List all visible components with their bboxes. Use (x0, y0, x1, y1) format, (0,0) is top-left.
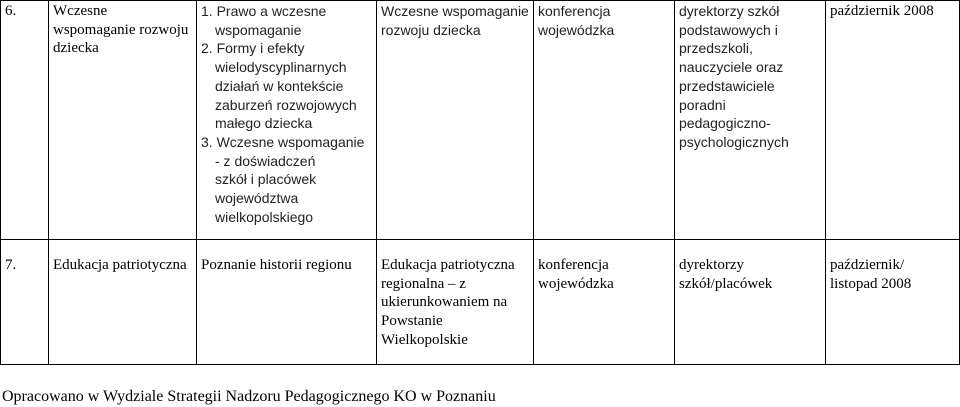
topic-item (201, 2, 372, 39)
topic-line: małego dziecka (215, 115, 313, 132)
topic-line: wielkopolskiego (215, 208, 314, 225)
topic-number: 1. (201, 3, 213, 19)
topic-line: - z doświadczeń (215, 152, 316, 169)
topic-item (201, 39, 372, 133)
subject-cell: Edukacja patriotyczna regionalna – z ukierunkowaniem na Powstanie Wielkopolskie (377, 240, 534, 365)
topic-line: wspomaganie (215, 21, 302, 38)
topic-line: wielodyscyplinarnych (215, 59, 347, 76)
row-number: 6. (1, 1, 49, 240)
topic-line: Poznanie historii regionu (201, 257, 352, 273)
form-cell: konferencja wojewódzka (534, 240, 675, 365)
topic-line: szkół i placówek (215, 171, 317, 188)
table-row (1, 1, 960, 240)
topic-item (201, 133, 372, 227)
audience-cell: dyrektorzy szkół/placówek (675, 240, 826, 365)
audience-cell: dyrektorzy szkół podstawowych i przedszkoli, nauczyciele oraz przedstawiciele poradni pedagogiczno-psychologicznych (675, 1, 826, 240)
form-cell: konferencja wojewódzka (534, 1, 675, 240)
topic-line: Prawo a wczesne (216, 3, 327, 19)
area-cell: Edukacja patriotyczna (49, 240, 197, 365)
topics-cell (197, 1, 377, 240)
footer-note: Opracowano w Wydziale Strategii Nadzoru Pedagogicznego KO w Poznaniu (2, 388, 496, 405)
topics-cell (197, 240, 377, 365)
topic-number: 3. (201, 133, 213, 150)
topic-line: Formy i efekty (216, 40, 305, 57)
row-number: 7. (1, 240, 49, 365)
area-cell: Wczesne wspomaganie rozwoju dziecka (49, 1, 197, 240)
topic-line: Wczesne wspomaganie (216, 133, 365, 150)
topic-line: działań w kontekście (215, 77, 344, 94)
table-row (1, 240, 960, 365)
topic-line: województwa (215, 190, 299, 207)
topic-line: zaburzeń rozwojowych (215, 96, 357, 113)
date-cell: październik 2008 (826, 1, 960, 240)
subject-cell: Wczesne wspomaganie rozwoju dziecka (377, 1, 534, 240)
topic-number: 2. (201, 40, 213, 57)
date-cell: październik/ listopad 2008 (826, 240, 960, 365)
